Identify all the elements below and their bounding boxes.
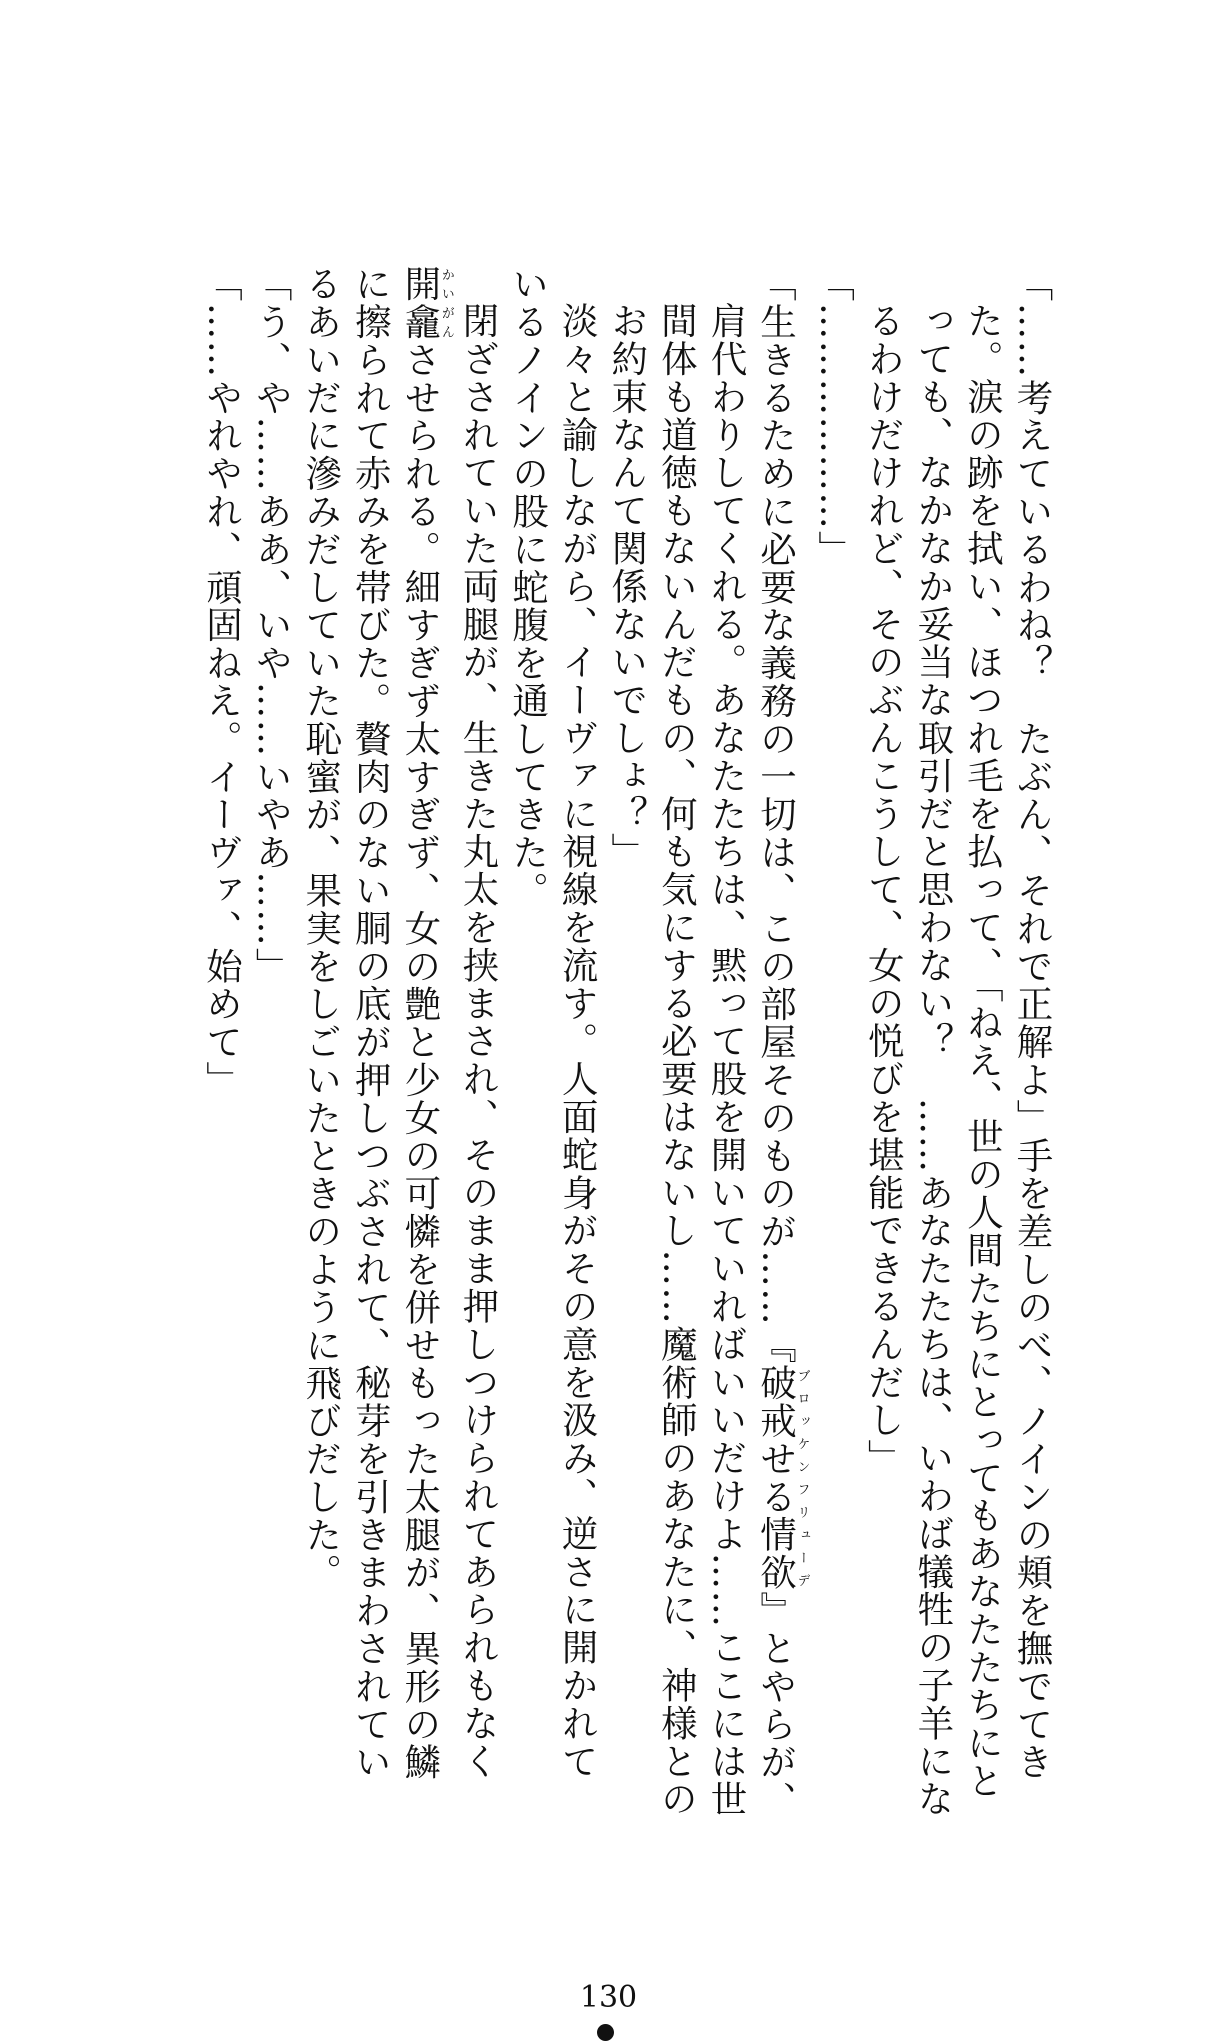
line-text-post: させられる。細すぎず太すぎず、女の艶と少女の可憐を併せもった太腿が、異形の鱗 [398,340,442,1782]
ruby-term [754,1364,810,1592]
text-line: いるノインの股に蛇腹を通してきた。 [506,265,550,910]
page-number: 130 [579,1980,638,2015]
line-text-pre: 「生きるために必要な義務の一切は、この部屋そのものが……『 [754,265,798,1365]
ruby-reading: ブロッケンフリューデ [794,1364,810,1592]
text-line: るわけだけれど、そのぶんこうして、女の悦びを堪能できるんだし」 [862,302,906,1477]
text-line [395,265,453,1805]
text-line: 閉ざされていた両腿が、生きた丸太を挟まされ、そのまま押しつけられてあられもなく [456,302,500,1781]
line-text-post: 』とやらが、 [754,1591,798,1819]
text-line: 間体も道徳もないんだもの、何も気にする必要はないし……魔術師のあなたに、神様との [655,302,699,1818]
text-line [751,265,810,1819]
text-line: 「う、や……ああ、いや……いやあ……」 [250,265,294,986]
text-line: 肩代わりしてくれる。あなたたちは、黙って股を開いていればいいだけよ……ここには世 [704,302,748,1818]
text-line: お約束なんて関係ないでしょ？」 [605,302,649,871]
ruby-base: 開龕 [398,265,442,341]
text-line: 「……考えているわね？ たぶん、それで正解よ」手を差しのべ、ノインの頬を撫でてき [1011,265,1054,1781]
text-line: に擦られて赤みを帯びた。贅肉のない胴の底が押しつぶされて、秘芽を引きまわされてい [349,265,393,1781]
body-text [137,265,1057,1819]
text-line: るあいだに滲みだしていた恥蜜が、果実をしごいたときのように飛びだした。 [299,265,343,1592]
text-line: た。涙の跡を拭い、ほつれ毛を払って、「ねえ、世の人間たちにとってもあなたたちにと [961,302,1005,1800]
ruby-term [398,265,454,341]
text-line: 「………………」 [812,265,856,569]
ruby-reading: かいがん [438,265,454,341]
text-line: っても、なかなか妥当な取引だと思わない？ ……あなたたちは、いわば犠牲の子羊にな [911,302,955,1818]
ruby-base: 破戒せる情欲 [754,1364,798,1592]
text-line: 「……やれやれ、頑固ねえ。イーヴァ、始めて」 [200,265,244,1099]
page-marker-dot [597,2024,614,2041]
text-line: 淡々と諭しながら、イーヴァに視線を流す。人面蛇身がその意を汲み、逆さに開かれて [556,302,600,1781]
